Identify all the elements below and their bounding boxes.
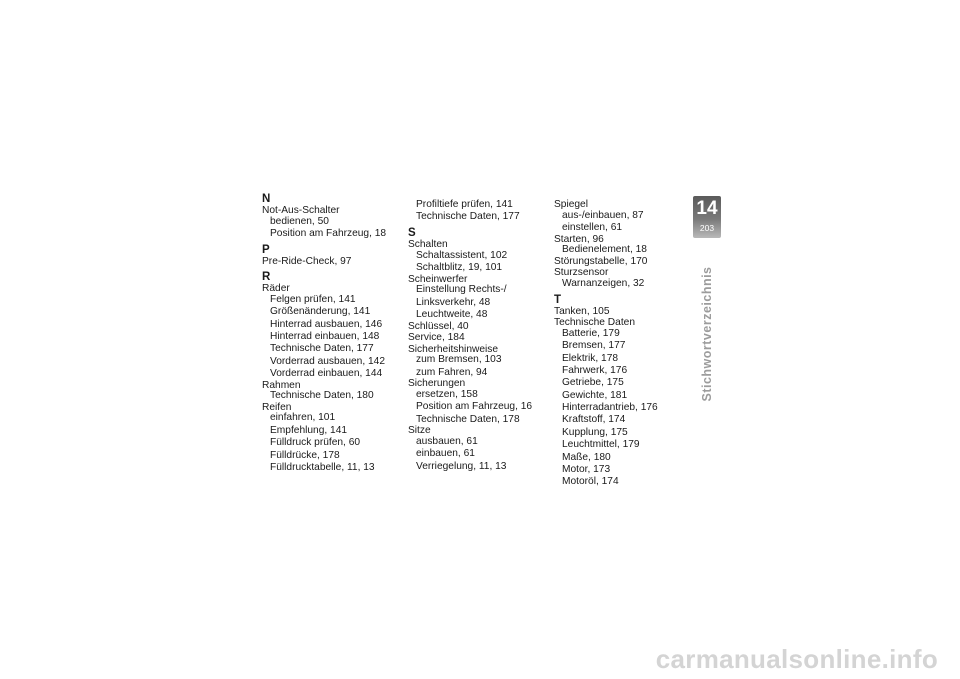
index-subentry: Technische Daten, 177 xyxy=(416,211,520,223)
chapter-number: 14 xyxy=(696,198,718,219)
index-term: Störungstabelle, 170 xyxy=(554,255,648,267)
index-subentry: Elektrik, 178 xyxy=(562,352,619,364)
index-term: Sturzsensor xyxy=(554,267,609,279)
index-letter-heading: S xyxy=(408,226,416,239)
index-subentry: ersetzen, 158 xyxy=(416,388,478,400)
index-subentry: Batterie, 179 xyxy=(562,327,620,339)
index-subentry: Felgen prüfen, 141 xyxy=(270,293,356,305)
index-letter-heading: P xyxy=(262,243,270,256)
index-subentry: Position am Fahrzeug, 18 xyxy=(270,227,387,239)
index-subentry: Fahrwerk, 176 xyxy=(562,364,628,376)
sidebar-section-label: Stichwortverzeichnis xyxy=(700,266,714,402)
index-subentry: Motor, 173 xyxy=(562,464,611,476)
index-subentry: Schaltblitz, 19, 101 xyxy=(416,261,503,273)
index-term: Starten, 96 xyxy=(554,233,604,245)
index-subentry: einbauen, 61 xyxy=(416,448,475,460)
index-letter-heading: N xyxy=(262,193,271,205)
index-subentry: Technische Daten, 180 xyxy=(270,390,374,402)
index-term: Sicherheitshinweise xyxy=(408,343,499,355)
index-column-3 xyxy=(554,199,690,488)
index-letter-heading: R xyxy=(262,271,271,284)
index-subentry: Fülldrucktabelle, 11, 13 xyxy=(270,462,375,474)
index-term: Pre-Ride-Check, 97 xyxy=(262,255,352,267)
page-number: 203 xyxy=(699,223,715,233)
index-subentry: bedienen, 50 xyxy=(270,215,329,227)
index-subentry: aus-/einbauen, 87 xyxy=(562,209,644,221)
index-subentry: Fülldruck prüfen, 60 xyxy=(270,437,361,449)
index-subentry: Einstellung Rechts-/ xyxy=(416,284,507,296)
index-subentry: Fülldrücke, 178 xyxy=(270,449,340,461)
index-subentry: Linksverkehr, 48 xyxy=(416,296,491,308)
index-term: Räder xyxy=(262,283,290,295)
index-subentry: Profiltiefe prüfen, 141 xyxy=(416,199,513,210)
index-subentry: Kraftstoff, 174 xyxy=(562,414,626,426)
index-subentry: Technische Daten, 177 xyxy=(270,343,374,355)
index-subentry: Position am Fahrzeug, 16 xyxy=(416,401,533,413)
index-term: Service, 184 xyxy=(408,332,465,344)
index-subentry: Kupplung, 175 xyxy=(562,426,628,438)
index-subentry: Maße, 180 xyxy=(562,451,611,463)
index-term: Technische Daten xyxy=(554,317,635,329)
index-subentry: Motoröl, 174 xyxy=(562,476,619,488)
index-subentry: Hinterrad einbauen, 148 xyxy=(270,330,380,342)
index-term: Reifen xyxy=(262,401,292,413)
index-subentry: einstellen, 61 xyxy=(562,221,623,233)
index-subentry: Leuchtmittel, 179 xyxy=(562,439,640,451)
index-subentry: Leuchtweite, 48 xyxy=(416,308,488,320)
index-column-2 xyxy=(408,199,544,472)
index-term: Sicherungen xyxy=(408,378,466,390)
chapter-tab xyxy=(693,196,721,238)
index-subentry: zum Bremsen, 103 xyxy=(416,354,502,366)
index-subentry: Gewichte, 181 xyxy=(562,389,628,401)
index-subentry: Technische Daten, 178 xyxy=(416,413,520,425)
index-subentry: ausbauen, 61 xyxy=(416,435,478,447)
index-term: Sitze xyxy=(408,425,431,437)
index-subentry: einfahren, 101 xyxy=(270,412,336,424)
index-subentry: Bedienelement, 18 xyxy=(562,244,647,256)
index-letter-heading: T xyxy=(554,293,562,306)
index-subentry: Hinterradantrieb, 176 xyxy=(562,402,658,414)
index-term: Schalten xyxy=(408,238,448,250)
index-subentry: zum Fahren, 94 xyxy=(416,366,488,378)
index-subentry: Verriegelung, 11, 13 xyxy=(416,460,507,472)
watermark: carmanualsonline.info xyxy=(655,644,938,674)
index-column-1 xyxy=(262,194,398,474)
index-subentry: Größenänderung, 141 xyxy=(270,306,371,318)
index-term: Schlüssel, 40 xyxy=(408,320,469,332)
index-subentry: Vorderrad einbauen, 144 xyxy=(270,368,383,380)
index-subentry: Vorderrad ausbauen, 142 xyxy=(270,355,385,367)
index-term: Spiegel xyxy=(554,199,588,210)
index-subentry: Hinterrad ausbauen, 146 xyxy=(270,318,383,330)
index-subentry: Warnanzeigen, 32 xyxy=(562,277,645,289)
index-subentry: Schaltassistent, 102 xyxy=(416,249,508,261)
index-subentry: Bremsen, 177 xyxy=(562,340,626,352)
index-term: Rahmen xyxy=(262,379,301,391)
index-term: Scheinwerfer xyxy=(408,273,468,285)
index-term: Not-Aus-Schalter xyxy=(262,205,340,216)
index-subentry: Empfehlung, 141 xyxy=(270,424,348,436)
index-subentry: Getriebe, 175 xyxy=(562,377,624,389)
index-term: Tanken, 105 xyxy=(554,305,610,317)
